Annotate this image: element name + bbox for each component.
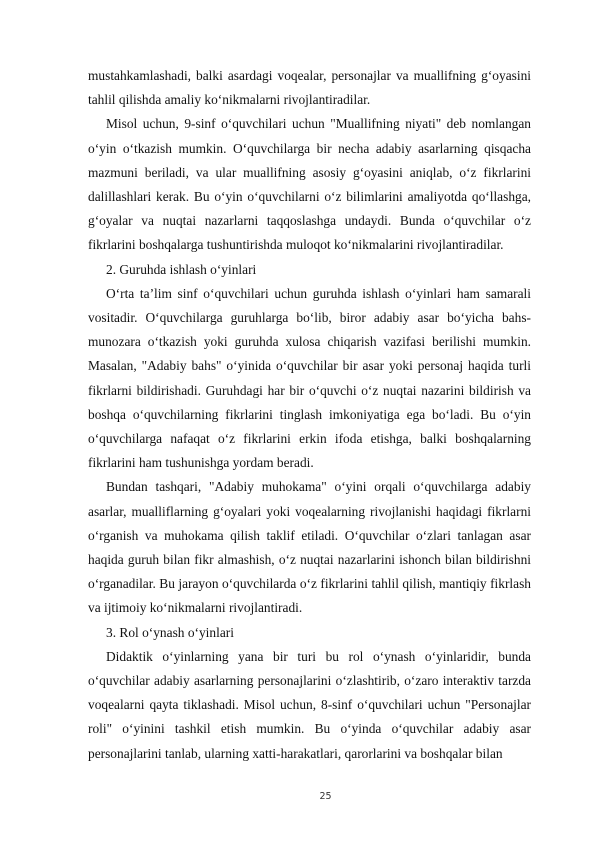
paragraph-muallif-niyati: Misol uchun, 9-sinf o‘quvchilari uchun "Muallifning niyati" deb nomlangan o‘yin o‘tkazish mumkin. O‘quvchilarga bir necha adabiy asarlarning qisqacha mazmuni beriladi, va ular muallifning asosiy g‘oyasini aniqlab, o‘z fikrlarini dalillashlari kerak. Bu o‘yin o‘quvchilarni o‘z bilimlarini amaliyotda qo‘llashga, g‘oyalar va nuqtai nazarlarni taqqoslashga undaydi. Bunda o‘quvchilar o‘z fikrlarini boshqalarga tushuntirishda muloqot ko‘nikmalarini rivojlantiradilar. bbox=[88, 116, 531, 253]
paragraph-continuation: mustahkamlashadi, balki asardagi voqealar, personajlar va muallifning g‘oyasini tahlil qilishda amaliy ko‘nikmalarni rivojlantiradilar. bbox=[88, 68, 531, 108]
paragraph-rol-oynash: Didaktik o‘yinlarning yana bir turi bu rol o‘ynash o‘yinlaridir, bunda o‘quvchilar adabiy asarlarning personajlarini o‘zlashtirib, o‘zaro interaktiv tarzda voqealarni qayta tiklashadi. Misol uchun, 8-sinf o‘quvchilari uchun "Personajlar roli" o‘yinini tashkil etish mumkin. Bu o‘yinda o‘quvchilar adabiy asar personajlarini tanlab, ularning xatti-harakatlari, qarorlarini va boshqalar bilan bbox=[88, 648, 531, 761]
paragraph-adabiy-muhokama: Bundan tashqari, "Adabiy muhokama" o‘yini orqali o‘quvchilarga adabiy asarlar, mualliflarning g‘oyalari yoki voqealarning rivojlanishi haqidagi fikrlarni o‘rganish va muhokama qilish taklif etiladi. O‘quvchilar o‘zlari tanlagan asar haqida guruh bilan fikr almashish, o‘z nuqtai nazarlarini ishonch bilan bildirishni o‘rganadilar. Bu jarayon o‘quvchilarda o‘z fikrlarini tahlil qilish, mantiqiy fikrlash va ijtimoiy ko‘nikmalarni rivojlantiradi. bbox=[88, 479, 531, 616]
paragraph-guruhda-ishlash: O‘rta ta’lim sinf o‘quvchilari uchun guruhda ishlash o‘yinlari ham samarali vositadir. O‘quvchilarga guruhlarga bo‘lib, biror adabiy asar bo‘yicha bahs-munozara o‘tkazish yoki guruhda xulosa chiqarish vazifasi berilishi mumkin. Masalan, "Adabiy bahs" o‘yinida o‘quvchilar bir asar yoki personaj haqida turli fikrlarni bildirishadi. Guruhdagi har bir o‘quvchi o‘z nuqtai nazarini bildirish va boshqa o‘quvchilarning fikrlarini tinglash imkoniyatiga ega bo‘ladi. Bu o‘yin o‘quvchilarga nafaqat o‘z fikrlarini erkin ifoda etishga, balki boshqalarning fikrlarini ham tushunishga yordam beradi. bbox=[88, 285, 531, 471]
section-heading-guruhda-ishlash: 2. Guruhda ishlash o‘yinlari bbox=[106, 261, 257, 277]
document-page bbox=[88, 64, 531, 766]
page-number: 25 bbox=[319, 791, 332, 802]
section-heading-rol-oynash: 3. Rol o‘ynash o‘yinlari bbox=[106, 624, 234, 640]
